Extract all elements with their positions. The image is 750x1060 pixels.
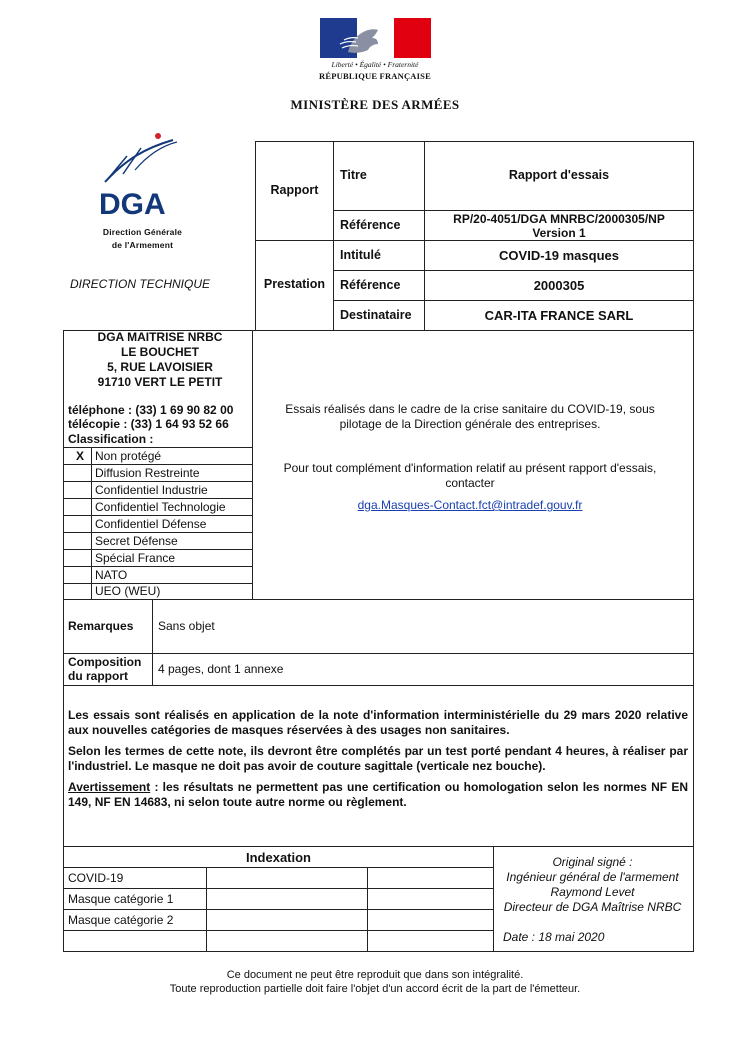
address-line4: 91710 VERT LE PETIT — [97, 375, 223, 389]
prestation-reference-value: 2000305 — [533, 278, 585, 293]
composition-label — [68, 655, 141, 683]
classification-item: Confidentiel Défense — [95, 517, 207, 531]
classification-item: Confidentiel Technologie — [95, 500, 226, 514]
classification-item: Diffusion Restreinte — [95, 466, 200, 480]
republic-name: RÉPUBLIQUE FRANÇAISE — [319, 71, 431, 81]
prestation-label: Prestation — [263, 277, 326, 291]
reference-value — [425, 212, 693, 240]
dga-logo — [95, 130, 205, 220]
classification-checked-mark: X — [75, 449, 84, 463]
indexation-row: COVID-19 — [68, 871, 124, 885]
fax-number: télécopie : (33) 1 64 93 52 66 — [68, 417, 229, 431]
notes-text — [68, 708, 688, 816]
signature-date: Date : 18 mai 2020 — [503, 930, 605, 944]
composition-label-line1: Composition — [68, 655, 142, 669]
description-text: Essais réalisés dans le cadre de la crise sanitaire du COVID-19, sous pilotage de la Direction générale des entreprises. — [285, 402, 655, 431]
classification-item: NATO — [95, 568, 128, 582]
dga-name-line2: de l'Armement — [111, 240, 174, 250]
classification-label: Classification : — [68, 432, 154, 446]
signature-line3: Raymond Levet — [550, 885, 635, 899]
intitule-value: COVID-19 masques — [499, 248, 619, 263]
contact-email-link[interactable]: dga.Masques-Contact.fct@intradef.gouv.fr — [357, 498, 583, 512]
destinataire-label: Destinataire — [340, 308, 412, 322]
ministry-title: MINISTÈRE DES ARMÉES — [290, 97, 460, 112]
classification-item: Spécial France — [95, 551, 176, 565]
reference-value-line1: RP/20-4051/DGA MNRBC/2000305/NP — [453, 212, 665, 226]
contact-invitation-text: Pour tout complément d'information relatif au présent rapport d'essais, contacter — [283, 461, 657, 490]
signature-line4: Directeur de DGA Maîtrise NRBC — [503, 900, 682, 914]
signature-line1: Original signé : — [552, 855, 633, 869]
prestation-reference-label: Référence — [340, 278, 401, 292]
phone-number: téléphone : (33) 1 69 90 82 00 — [68, 403, 234, 417]
notes-paragraph-3 — [68, 780, 688, 810]
dga-full-name — [70, 226, 215, 252]
signature-line2: Ingénieur général de l'armement — [506, 870, 679, 884]
address-block — [68, 330, 252, 390]
reference-value-line2: Version 1 — [532, 226, 586, 240]
footer-line2: Toute reproduction partielle doit faire l'objet d'un accord écrit de la part de l'émetteur. — [169, 983, 581, 995]
indexation-row: Masque catégorie 2 — [68, 913, 174, 927]
footer-notice — [100, 968, 650, 996]
indexation-row: Masque catégorie 1 — [68, 892, 174, 906]
intitule-label: Intitulé — [340, 248, 381, 262]
warning-label: Avertissement — [68, 780, 151, 794]
destinataire-value: CAR-ITA FRANCE SARL — [484, 308, 634, 323]
address-line3: 5, RUE LAVOISIER — [107, 360, 213, 374]
remarques-value: Sans objet — [158, 619, 215, 633]
composition-value: 4 pages, dont 1 annexe — [158, 662, 284, 676]
classification-item: Non protégé — [95, 449, 162, 463]
republic-motto: Liberté • Égalité • Fraternité — [331, 60, 419, 69]
marianne-logo — [320, 18, 431, 58]
address-line2: LE BOUCHET — [121, 345, 199, 359]
composition-label-line2: du rapport — [68, 669, 128, 683]
remarques-label: Remarques — [68, 619, 134, 633]
warning-text: : les résultats ne permettent pas une certification ou homologation selon les normes NF EN 149, NF EN 14683, ni selon toute autre norme ou règlement. — [68, 780, 688, 809]
classification-item: Secret Défense — [95, 534, 178, 548]
notes-paragraph-2: Selon les termes de cette note, ils devront être complétés par un test porté pendant 4 heures, à réaliser par l'industriel. Le masque ne doit pas avoir de couture sagittale (verticale nez bouche). — [68, 744, 688, 773]
direction-technique: DIRECTION TECHNIQUE — [70, 277, 211, 291]
rapport-label: Rapport — [270, 183, 319, 197]
titre-label: Titre — [340, 168, 367, 182]
titre-value: Rapport d'essais — [508, 168, 610, 182]
classification-item: Confidentiel Industrie — [95, 483, 208, 497]
address-line1: DGA MAITRISE NRBC — [97, 330, 223, 344]
indexation-title: Indexation — [245, 850, 311, 865]
reference-label: Référence — [340, 218, 401, 232]
dga-name-line1: Direction Générale — [102, 227, 183, 237]
footer-line1: Ce document ne peut être reproduit que dans son intégralité. — [226, 969, 524, 981]
dga-logo-text: DGA — [99, 188, 166, 220]
contact-block — [68, 403, 258, 431]
classification-item: UEO (WEU) — [95, 584, 161, 598]
signature-block — [495, 855, 690, 915]
notes-paragraph-1: Les essais sont réalisés en application de la note d'information interministérielle du 29 mars 2020 relative aux nouvelles catégories de masques réservées à des usages non sanitaires. — [68, 708, 688, 737]
